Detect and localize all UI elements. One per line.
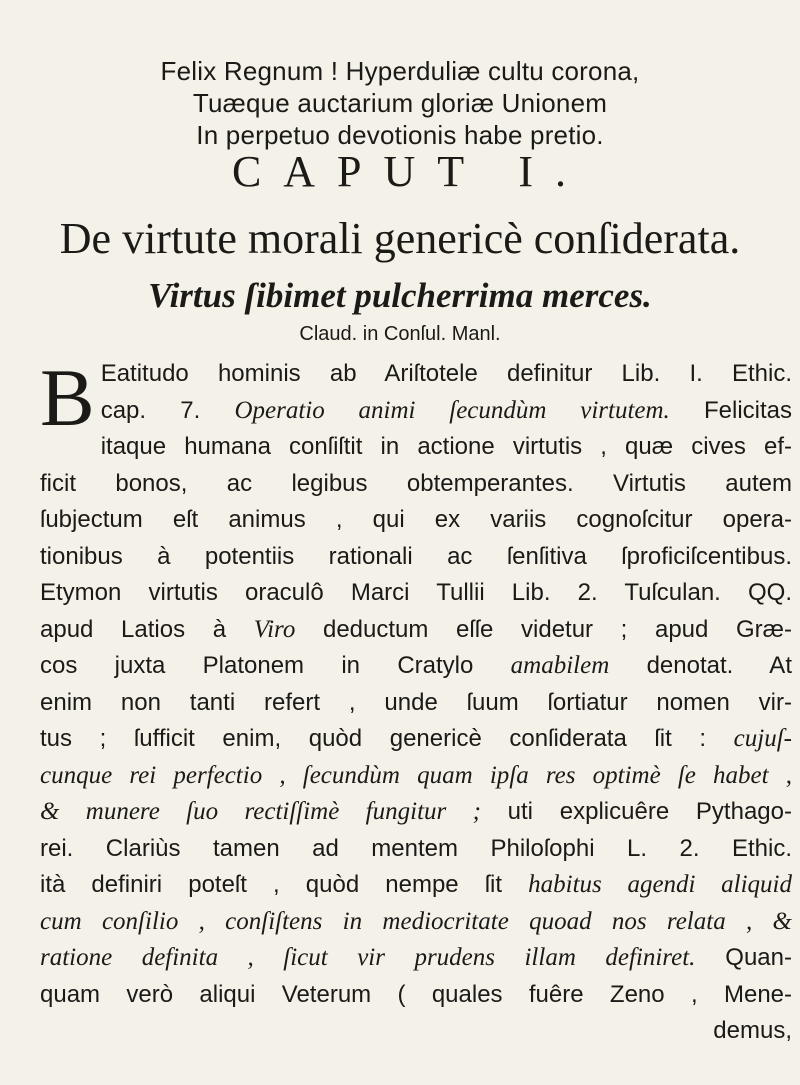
italic-text: amabilem	[510, 652, 610, 679]
motto: Virtus ſibimet pulcherrima merces.	[148, 276, 652, 315]
motto-source: Claud. in Conſul. Manl.	[299, 323, 501, 345]
italic-text: ratione definita , ſicut vir prudens illam definiret.	[40, 944, 696, 971]
text-segment: apud Latios à	[40, 615, 254, 643]
text-line	[40, 1013, 792, 1050]
text-segment: Quan-	[695, 944, 792, 971]
drop-cap: B	[40, 352, 95, 443]
dedication-verse-line-3: In perpetuo devotionis habe pretio.	[196, 120, 604, 150]
text-segment: Etymon virtutis oraculô Marci Tullii Lib. 2. Tuſculan. QQ.	[40, 579, 792, 606]
text-segment: Felicitas	[669, 396, 793, 424]
chapter-heading: De virtute morali genericè conſiderata.	[59, 214, 741, 263]
text-segment: demus,	[713, 1017, 792, 1044]
text-line	[40, 940, 792, 977]
text-segment: rei. Clariùs tamen ad mentem Philoſophi L. 2. Ethic.	[40, 834, 792, 862]
dedication-verse-line-2: Tuæque auctarium gloriæ Unionem	[192, 88, 608, 118]
text-line	[40, 502, 792, 539]
text-segment: ſubjectum eſt animus , qui ex variis cognoſcitur opera-	[40, 506, 792, 533]
text-line	[40, 904, 792, 941]
text-segment: denotat. At	[609, 652, 792, 679]
text-segment: Eatitudo hominis ab Ariſtotele definitur Lib. I. Ethic.	[100, 360, 792, 387]
text-segment: tus ; ſufficit enim, quòd genericè conſiderata ſit :	[40, 725, 734, 752]
text-line	[40, 977, 792, 1014]
text-line	[40, 393, 792, 430]
text-line	[40, 466, 792, 503]
text-segment: cap. 7.	[100, 396, 235, 424]
italic-text: cum conſilio , conſiſtens in mediocritate quoad nos relata , &	[40, 907, 792, 935]
italic-text: habitus agendi aliquid	[528, 871, 792, 898]
text-line	[40, 612, 792, 649]
text-segment: deductum eſſe videtur ; apud Græ-	[295, 615, 792, 643]
body-text	[40, 352, 793, 1050]
text-line	[40, 429, 792, 466]
text-line	[40, 539, 792, 576]
text-line	[40, 758, 792, 795]
italic-text: Viro	[253, 615, 296, 643]
chapter-title: CAPUT I.	[231, 147, 589, 196]
text-line	[40, 685, 792, 722]
text-line	[40, 867, 792, 904]
text-segment: enim non tanti refert , unde ſuum ſortiatur nomen vir-	[40, 688, 792, 716]
italic-text: & munere ſuo rectiſſimè fungitur ;	[40, 798, 481, 825]
italic-text: cunque rei perfectio , ſecundùm quam ipſa res optimè ſe habet ,	[40, 761, 792, 789]
text-segment: quam verò aliqui Veterum ( quales fuêre Zeno , Mene-	[40, 980, 792, 1008]
text-segment: cos juxta Platonem in Cratylo	[40, 652, 511, 679]
text-line	[40, 831, 792, 868]
italic-text: cujuſ-	[733, 725, 792, 752]
text-segment: tionibus à potentiis rationali ac ſenſitiva ſproficiſcentibus.	[40, 542, 792, 570]
text-line	[40, 794, 792, 831]
text-line	[40, 575, 792, 612]
dedication-verse-line-1: Felix Regnum ! Hyperduliæ cultu corona,	[160, 56, 640, 86]
text-segment: ficit bonos, ac legibus obtemperantes. Virtutis autem	[40, 469, 792, 497]
text-segment: ità definiri poteſt , quòd nempe ſit	[40, 871, 529, 898]
text-segment: itaque humana conſiſtit in actione virtutis , quæ cives ef-	[100, 433, 792, 460]
text-line	[40, 648, 792, 685]
text-line	[40, 721, 792, 758]
italic-text: Operatio animi ſecundùm virtutem.	[234, 396, 670, 424]
text-segment: uti explicuêre Pythago-	[480, 798, 792, 825]
text-line	[40, 356, 792, 393]
